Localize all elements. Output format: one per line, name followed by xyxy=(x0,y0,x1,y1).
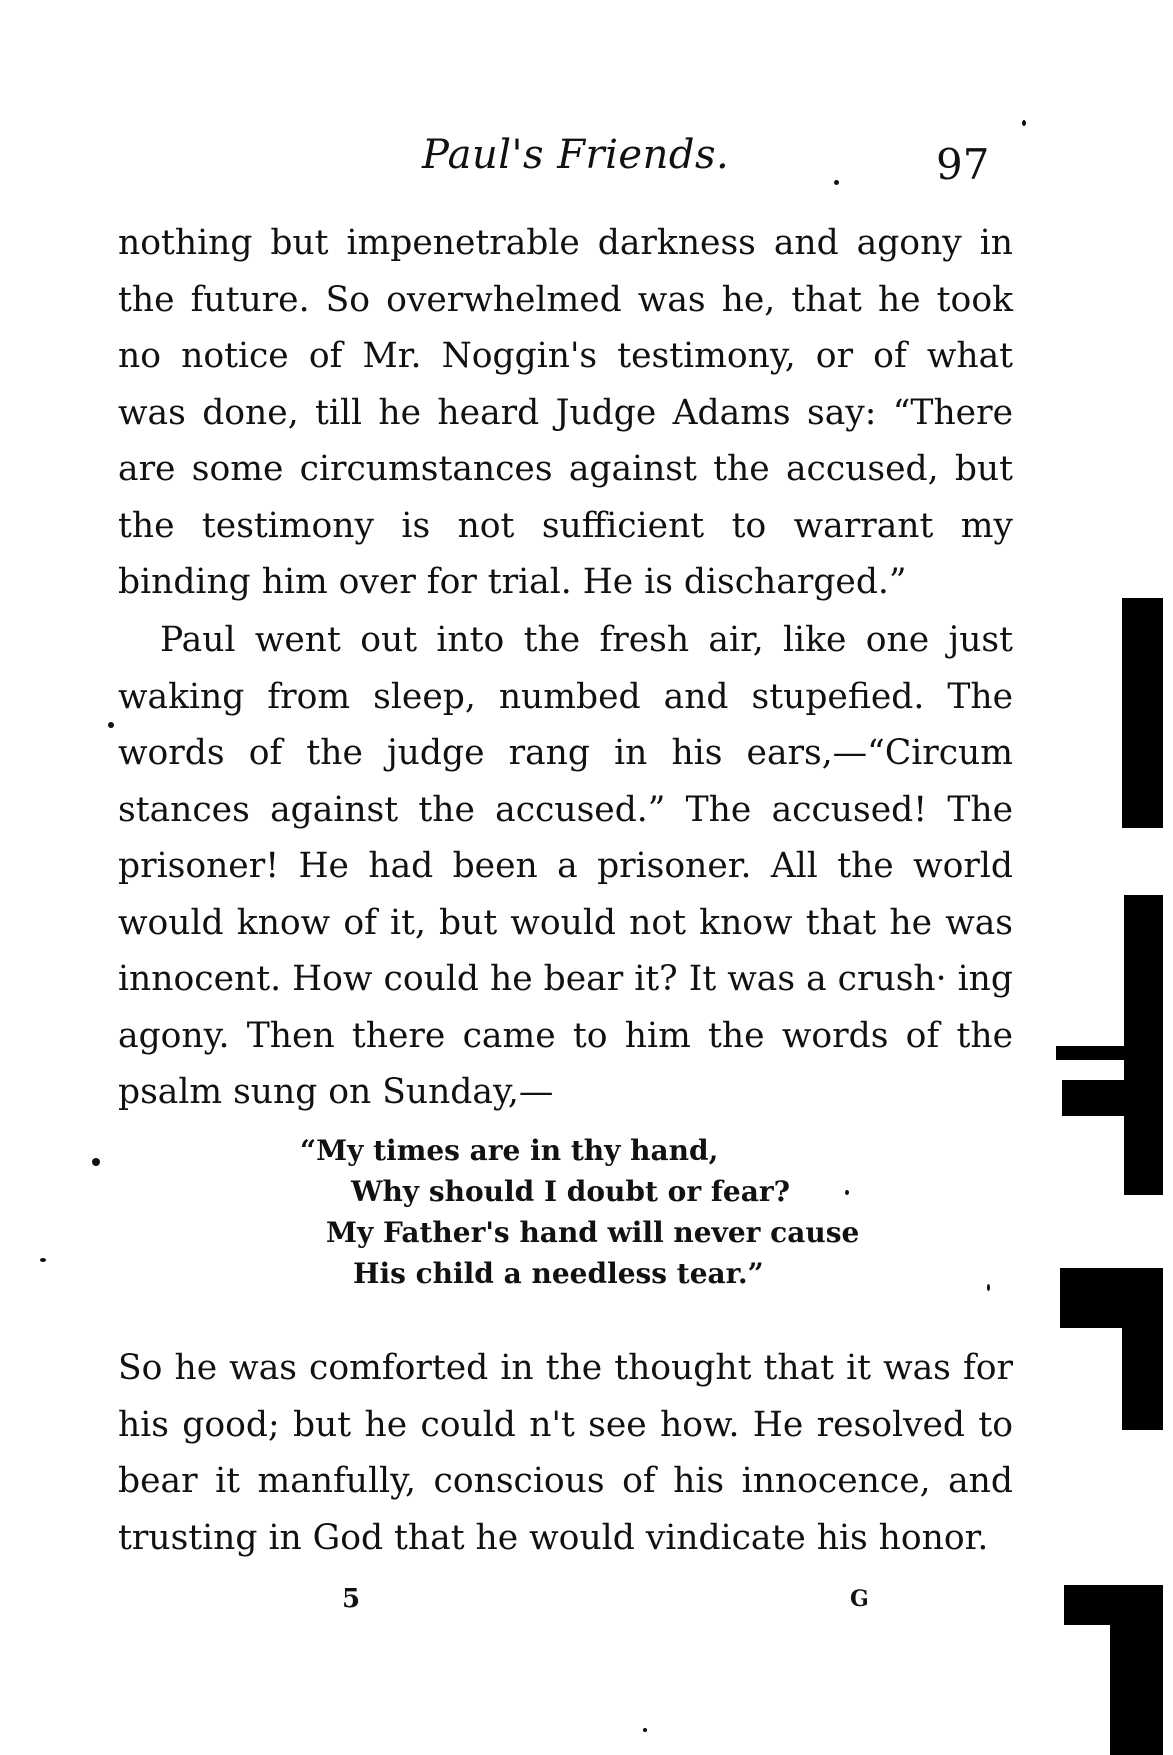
paragraph-2 xyxy=(118,612,1013,1121)
poem-line: His child a needless tear.” xyxy=(353,1257,764,1290)
scan-speck xyxy=(40,1258,46,1262)
scan-speck xyxy=(845,1190,849,1195)
scan-edge-mark xyxy=(1062,1080,1126,1116)
poem-line: Why should I doubt or fear? xyxy=(351,1175,790,1208)
paragraph-text: nothing but impenetrable darkness and agony in the future. So overwhelmed was he, that he took no notice of Mr. Noggin's testimony, or of what was done, till he heard Judge Adams say: “There are some circumstances against the accused, but the testimony is not sufficient to warrant my binding him over for trial. He is discharged.” xyxy=(118,223,1013,602)
poem-line: “My times are in thy hand, xyxy=(300,1134,719,1167)
scan-speck xyxy=(987,1284,990,1291)
scan-speck xyxy=(643,1728,647,1732)
scan-speck xyxy=(92,1158,100,1166)
scan-edge-mark xyxy=(1060,1268,1163,1328)
scan-edge-mark xyxy=(1124,895,1163,1195)
scan-speck xyxy=(108,722,114,728)
scan-speck xyxy=(1022,120,1026,126)
scan-edge-mark xyxy=(1122,1320,1163,1430)
paragraph-1 xyxy=(118,215,1013,611)
running-title: Paul's Friends. xyxy=(422,132,730,178)
paragraph-3 xyxy=(118,1340,1013,1566)
scan-edge-mark xyxy=(1122,598,1163,828)
signature-mark-right: G xyxy=(850,1586,869,1612)
scan-edge-mark xyxy=(1110,1620,1163,1755)
paragraph-text: Paul went out into the fresh air, like one just waking from sleep, numbed and stupefied. The words of the judge rang in his ears,—“Circum stances against the accused.” The accused! The prisoner! He had been a prisoner. All the world would know of it, but would not know that he was innocent. How could he bear it? It was a crush· ing agony. Then there came to him the words of the psalm sung on Sunday,— xyxy=(118,620,1013,1112)
page-number: 97 xyxy=(936,140,990,189)
scan-edge-mark xyxy=(1064,1585,1163,1625)
scan-edge-mark xyxy=(1056,1046,1128,1060)
scan-speck xyxy=(834,180,839,185)
paragraph-text: So he was comforted in the thought that it was for his good; but he could n't see how. He resolved to bear it manfully, conscious of his innocence, and trusting in God that he would vindicate his honor. xyxy=(118,1348,1013,1558)
poem-line: My Father's hand will never cause xyxy=(326,1216,860,1249)
signature-mark-left: 5 xyxy=(342,1584,361,1614)
